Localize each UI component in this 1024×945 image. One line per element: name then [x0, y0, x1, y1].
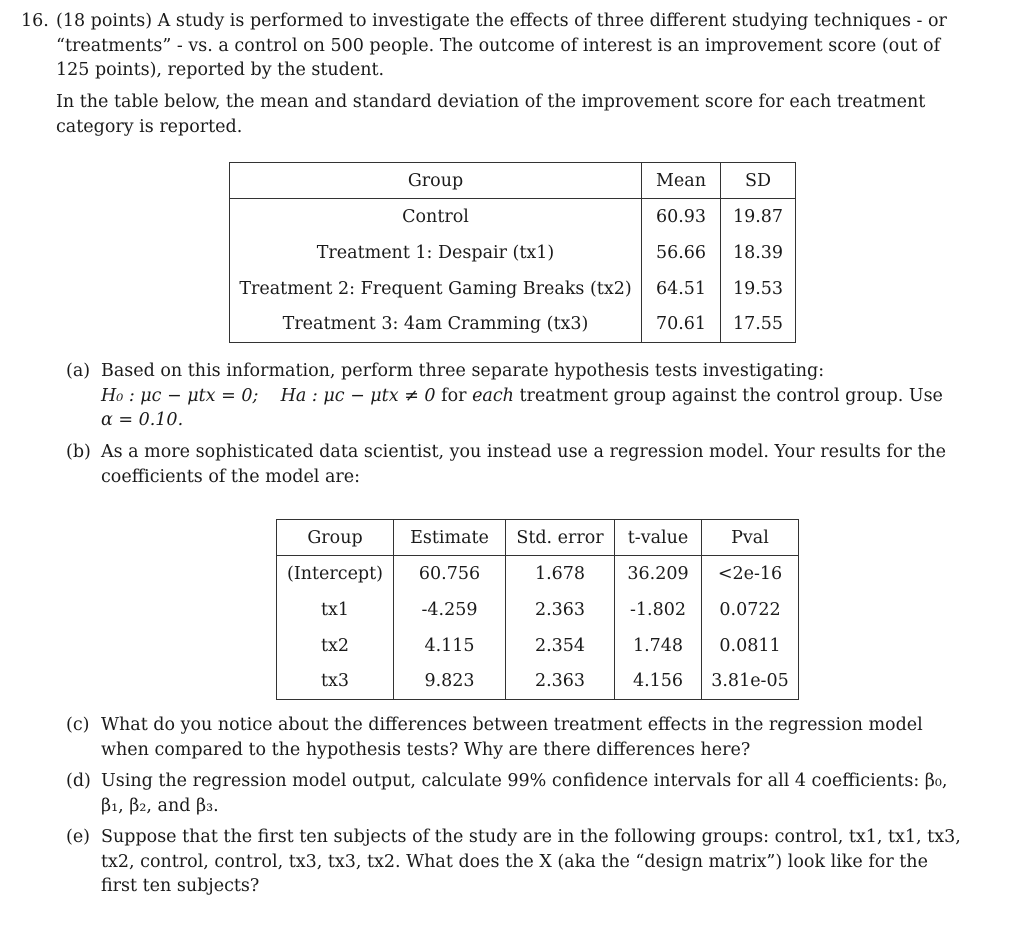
- group-cell: tx1: [277, 592, 394, 628]
- part-b-label: (b): [66, 442, 91, 462]
- part-c-label: (c): [66, 715, 90, 735]
- header-mean: Mean: [642, 163, 721, 199]
- table-row: [230, 271, 796, 307]
- table-row: [277, 664, 799, 700]
- std-error-cell: 2.363: [506, 664, 615, 700]
- t-value-cell: 1.748: [615, 628, 702, 664]
- header-group: Group: [230, 163, 642, 199]
- std-error-cell: 1.678: [506, 556, 615, 592]
- header-pval: Pval: [702, 520, 799, 556]
- table-row: [277, 628, 799, 664]
- sd-cell: 17.55: [732, 314, 784, 335]
- part-e-text: Suppose that the first ten subjects of the study are in the following groups: control, tx1, tx1, tx3, tx2, control, control, tx3, tx3, tx2. What does the X (aka the “design matrix”) look like for the first ten subjects?: [101, 827, 961, 896]
- mean-cell: 70.61: [642, 307, 721, 343]
- pval-cell: <2e-16: [717, 563, 783, 584]
- table-header-row: [277, 520, 799, 556]
- sd-cell: 19.53: [732, 278, 784, 299]
- part-a-text: [101, 359, 963, 433]
- for-text: for: [441, 385, 467, 406]
- group-cell: (Intercept): [277, 556, 394, 592]
- alternative-hypothesis: Ha : μc − μtx ≠ 0: [280, 385, 436, 406]
- header-group: Group: [277, 520, 394, 556]
- table-row: [277, 592, 799, 628]
- alpha-level: α = 0.10.: [101, 410, 184, 430]
- mean-cell: 64.51: [642, 271, 721, 307]
- mean-cell: 60.93: [642, 199, 721, 235]
- table-row: [230, 307, 796, 343]
- mean-cell: 56.66: [642, 235, 721, 271]
- table-row: [230, 199, 796, 235]
- problem-intro: (18 points) A study is performed to investigate the effects of three different studying techniques - or “treatments” - vs. a control on 500 people. The outcome of interest is an improvement score (out of 125 points), reported by the student.: [56, 11, 947, 80]
- part-a-line2: [101, 384, 963, 409]
- problem-number: 16.: [21, 11, 49, 31]
- part-d-text: Using the regression model output, calculate 99% confidence intervals for all 4 coefficients: β₀, β₁, β₂, and β₃.: [101, 771, 948, 816]
- part-d-label: (d): [66, 771, 91, 791]
- table-row: [277, 556, 799, 592]
- regression-table: [276, 519, 799, 700]
- estimate-cell: 9.823: [394, 664, 506, 700]
- table-intro: In the table below, the mean and standard deviation of the improvement score for each treatment category is reported.: [56, 92, 926, 137]
- header-estimate: Estimate: [394, 520, 506, 556]
- pval-cell: 0.0722: [719, 599, 781, 620]
- pval-cell: 3.81e-05: [711, 671, 789, 692]
- group-cell: Treatment 1: Despair (tx1): [230, 235, 642, 271]
- summary-table: [229, 162, 796, 343]
- group-cell: Control: [230, 199, 642, 235]
- estimate-cell: -4.259: [394, 592, 506, 628]
- group-cell: Treatment 3: 4am Cramming (tx3): [230, 307, 642, 343]
- sd-cell: 19.87: [732, 206, 784, 227]
- table-row: [230, 235, 796, 271]
- group-cell: tx2: [277, 628, 394, 664]
- part-b-text: As a more sophisticated data scientist, you instead use a regression model. Your results for the coefficients of the model are:: [101, 442, 946, 487]
- group-cell: Treatment 2: Frequent Gaming Breaks (tx2): [230, 271, 642, 307]
- part-a-label: (a): [66, 361, 91, 381]
- part-a-line1: Based on this information, perform three separate hypothesis tests investigating:: [101, 361, 825, 381]
- std-error-cell: 2.354: [506, 628, 615, 664]
- group-cell: tx3: [277, 664, 394, 700]
- t-value-cell: 36.209: [615, 556, 702, 592]
- sd-cell: 18.39: [732, 242, 784, 263]
- header-t-value: t-value: [615, 520, 702, 556]
- part-c-text: What do you notice about the differences between treatment effects in the regression model when compared to the hypothesis tests? Why are there differences here?: [101, 715, 923, 760]
- null-hypothesis: H₀ : μc − μtx = 0;: [101, 385, 259, 406]
- std-error-cell: 2.363: [506, 592, 615, 628]
- header-sd: SD: [721, 163, 796, 199]
- estimate-cell: 4.115: [394, 628, 506, 664]
- table-header-row: [230, 163, 796, 199]
- each-emphasis: each: [472, 385, 514, 406]
- header-std-error: Std. error: [506, 520, 615, 556]
- estimate-cell: 60.756: [394, 556, 506, 592]
- part-a-rest: treatment group against the control group. Use: [519, 385, 943, 406]
- t-value-cell: 4.156: [615, 664, 702, 700]
- pval-cell: 0.0811: [719, 635, 781, 656]
- part-e-label: (e): [66, 827, 91, 847]
- t-value-cell: -1.802: [615, 592, 702, 628]
